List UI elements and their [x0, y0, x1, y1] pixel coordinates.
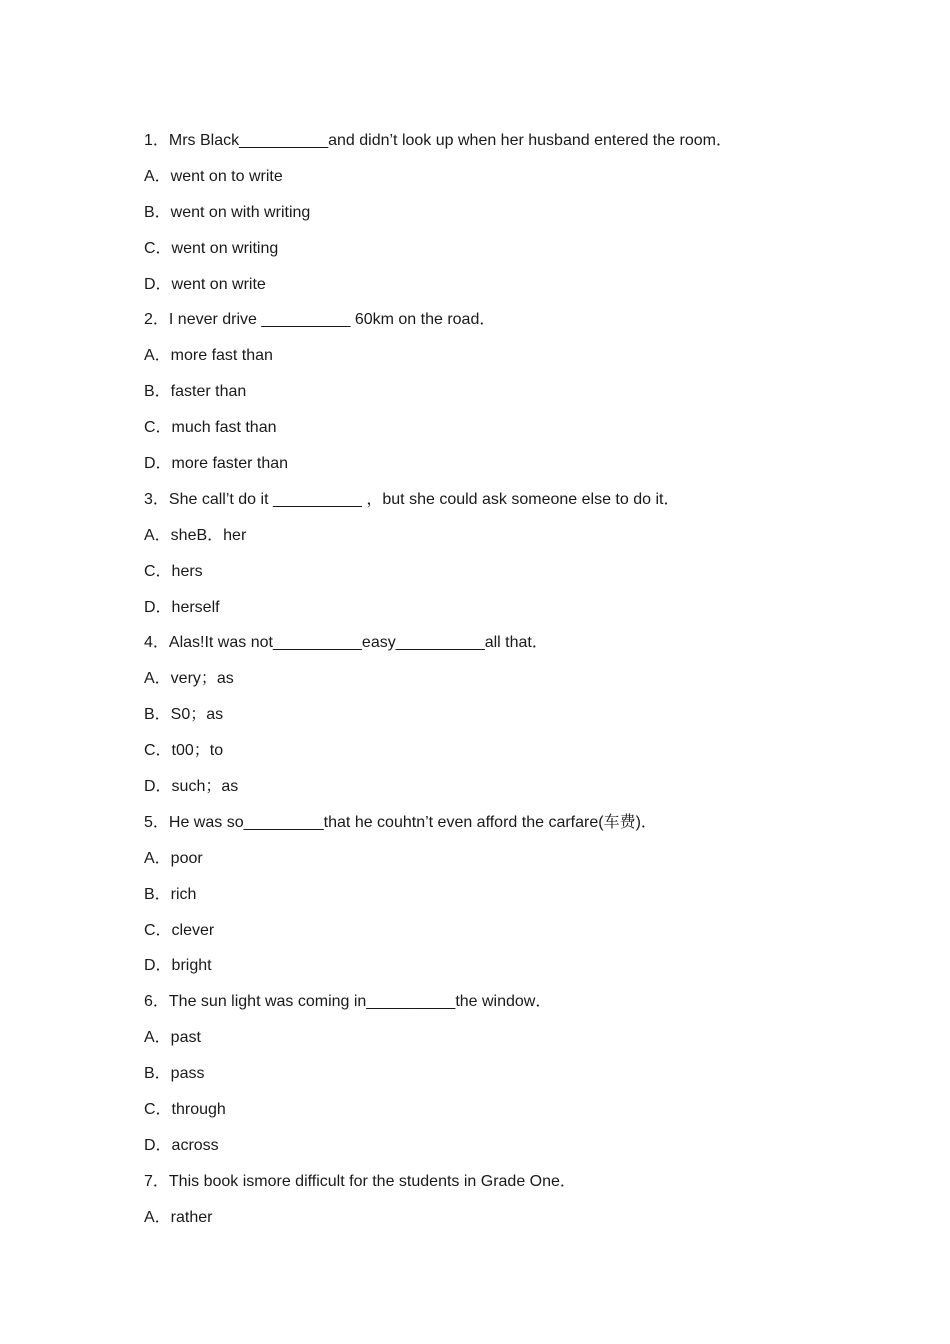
option-1b: B．went on with writing [144, 203, 311, 221]
option-3ab: A．sheB．her [144, 526, 247, 544]
option-1c: C．went on writing [144, 239, 279, 257]
option-1d: D．went on write [144, 275, 266, 293]
option-2c: C．much fast than [144, 419, 277, 437]
option-3c: C．hers [144, 562, 203, 580]
option-2a: A．more fast than [144, 347, 273, 365]
option-2b: B．faster than [144, 383, 247, 401]
question-3: 3．She call’t do it __________ ，but she could ask someone else to do it． [144, 490, 680, 508]
question-list [144, 127, 904, 1240]
option-6d: D．across [144, 1136, 219, 1154]
question-7: 7．This book ismore difficult for the students in Grade One． [144, 1172, 576, 1190]
option-6c: C．through [144, 1101, 226, 1119]
option-4c: C．t00；to [144, 742, 224, 760]
option-7a: A．rather [144, 1208, 213, 1226]
question-5: 5．He was so_________that he couhtn’t even afford the carfare(车费)． [144, 813, 657, 831]
option-1a: A．went on to write [144, 167, 283, 185]
question-6: 6．The sun light was coming in__________the window． [144, 993, 552, 1011]
question-1: 1．Mrs Black__________and didn’t look up when her husband entered the room． [144, 132, 732, 149]
option-4b: B．S0；as [144, 706, 224, 724]
option-6b: B．pass [144, 1065, 205, 1083]
option-5c: C．clever [144, 921, 215, 939]
question-2: 2．I never drive __________ 60km on the road． [144, 311, 496, 329]
option-4a: A．very；as [144, 670, 234, 688]
option-5b: B．rich [144, 885, 197, 903]
option-6a: A．past [144, 1029, 201, 1047]
option-4d: D．such；as [144, 778, 239, 796]
option-5a: A．poor [144, 849, 203, 867]
option-3d: D．herself [144, 598, 220, 616]
question-4: 4．Alas!It was not__________easy__________all that． [144, 634, 548, 652]
option-2d: D．more faster than [144, 455, 289, 473]
option-5d: D．bright [144, 957, 212, 975]
